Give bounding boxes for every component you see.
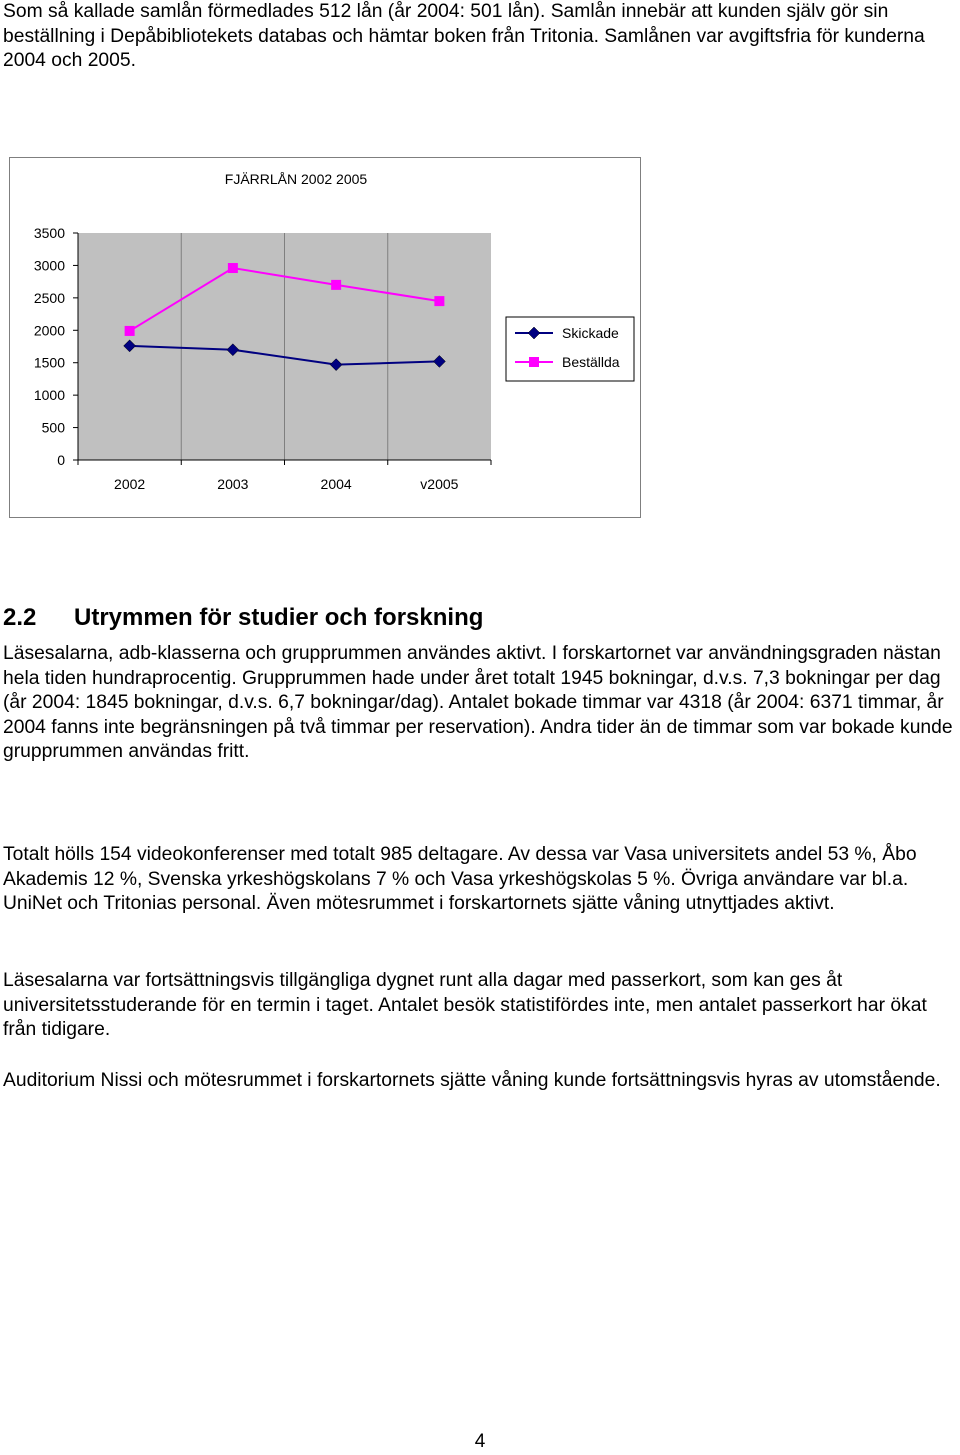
y-tick-label: 1000: [33, 387, 65, 404]
x-tick-label: 2004: [320, 476, 352, 492]
y-tick-label: 500: [41, 419, 65, 436]
rooms-paragraph: Läsesalarna, adb-klasserna och grupprummen användes aktivt. I forskartornet var användningsgraden nästan hela tiden hundraprocentig. Grupprummen hade under året totalt 1945 bokningar, d.v.s. 7,3 bokningar per dag (år 2004: 1845 bokningar, d.v.s. 6,7 bokningar/dag). Antalet bokade timmar var 4318 (år 2004: 6371 timmar, år 2004 fanns inte begränsningen på två timmar per reservation). Andra tider än de timmar som var bokade kunde grupprummen användas fritt.: [3, 643, 953, 763]
reading-rooms-paragraph: Läsesalarna var fortsättningsvis tillgängliga dygnet runt alla dagar med passerkort, som kan ges åt universitetsstuderande för en termin i taget. Antalet besök statistifördes inte, men antalet passerkort har ökat från tidigare.: [3, 970, 927, 1041]
section-number: 2.2: [3, 604, 37, 631]
y-tick-label: 3500: [33, 225, 65, 241]
x-tick-label: 2003: [217, 476, 249, 492]
auditorium-paragraph: Auditorium Nissi och mötesrummet i forskartornets sjätte våning kunde fortsättningsvis hyras av utomstående.: [3, 1070, 941, 1091]
video-paragraph: Totalt hölls 154 videokonferenser med totalt 985 deltagare. Av dessa var Vasa universitets andel 53 %, Åbo Akademis 12 %, Svenska yrkeshögskolans 7 % och Vasa yrkeshögskolas 5 %. Övriga användare var bl.a. UniNet och Tritonias personal. Även mötesrummet i forskartornets sjätte våning utnyttjades aktivt.: [3, 844, 917, 915]
data-point: [228, 263, 238, 273]
x-tick-label: v2005: [420, 476, 459, 492]
data-point: [125, 326, 135, 336]
y-tick-label: 2000: [33, 322, 65, 339]
legend-marker: [529, 357, 539, 367]
y-tick-label: 1500: [33, 354, 65, 371]
x-tick-label: 2002: [114, 476, 146, 492]
chart-fjarrlan: [9, 157, 641, 518]
legend-label: Skickade: [562, 325, 619, 341]
section-heading: [3, 603, 483, 633]
chart-title: FJÄRRLÅN 2002 2005: [224, 171, 368, 187]
intro-paragraph: Som så kallade samlån förmedlades 512 lån (år 2004: 501 lån). Samlån innebär att kunden själv gör sin beställning i Depåbibliotekets databas och hämtar boken från Tritonia. Samlånen var avgiftsfria för kunderna 2004 och 2005.: [3, 1, 925, 72]
y-tick-label: 0: [57, 452, 65, 468]
page-number: 4: [474, 1431, 486, 1452]
data-point: [331, 280, 341, 290]
data-point: [434, 296, 444, 306]
legend-label: Beställda: [562, 354, 620, 370]
section-title: Utrymmen för studier och forskning: [74, 604, 484, 631]
y-tick-label: 3000: [33, 257, 65, 274]
y-tick-label: 2500: [33, 289, 65, 306]
